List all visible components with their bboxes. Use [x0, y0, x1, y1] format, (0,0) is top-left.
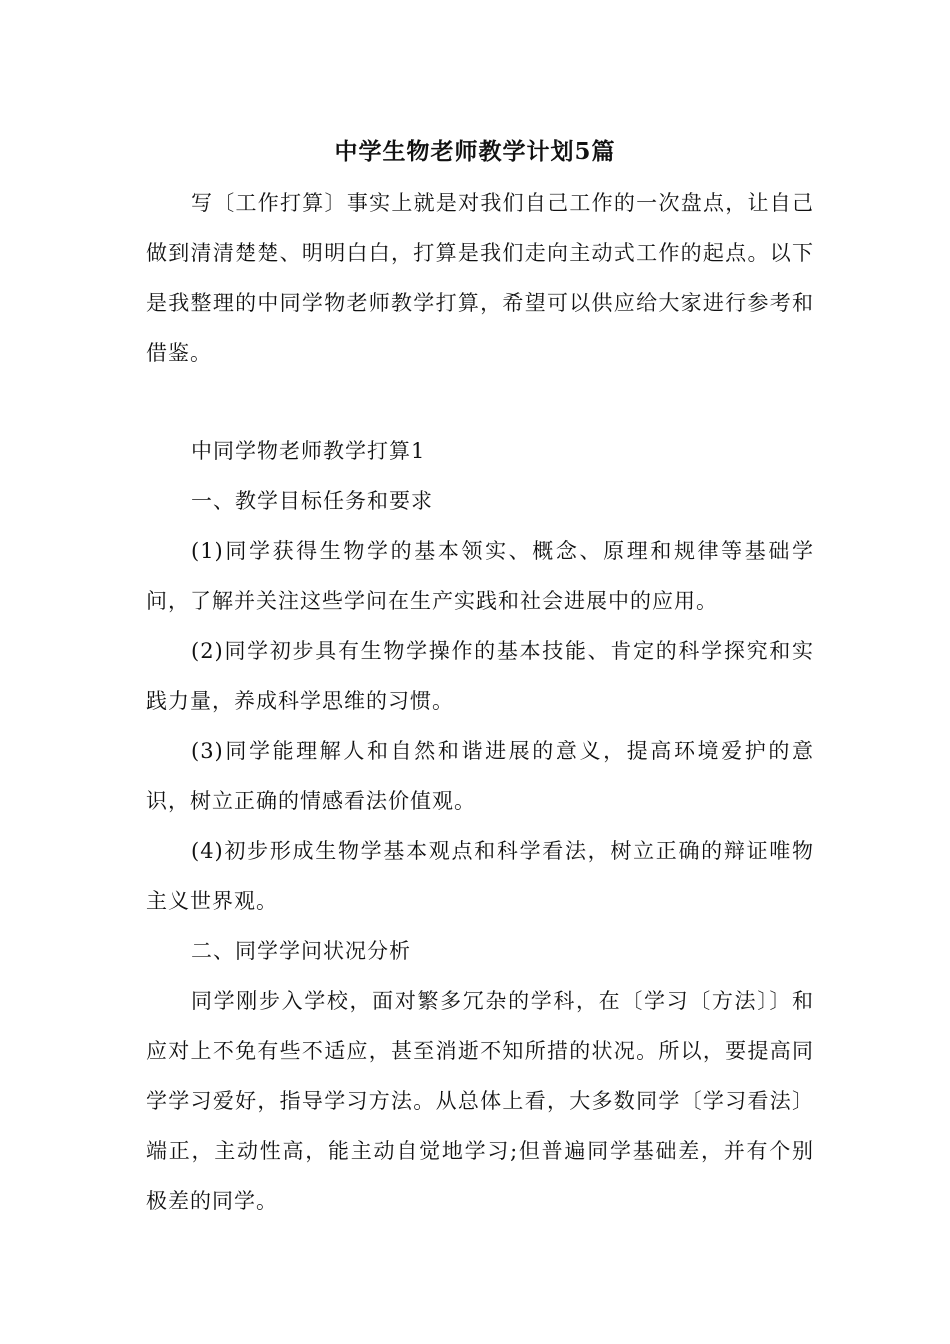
- page-title: 中学生物老师教学计划5篇: [334, 138, 616, 165]
- analysis-paragraph: 同学刚步入学校，面对繁多冗杂的学科，在〔学习〔方法〕〕和应对上不免有些不适应，甚至消逝不知所措的状况。所以，要提高同学学习爱好，指导学习方法。从总体上看，大多数同学〔学习看法〕端正，主动性高，能主动自觉地学习;但普遍同学基础差，并有个别极差的同学。: [146, 989, 814, 1213]
- section-heading: 中同学物老师教学打算1: [191, 439, 426, 463]
- objective-item: (2)同学初步具有生物学操作的基本技能、肯定的科学探究和实践力量，养成科学思维的习惯。: [146, 639, 814, 713]
- objective-item: (1)同学获得生物学的基本领实、概念、原理和规律等基础学问，了解并关注这些学问在生产实践和社会进展中的应用。: [146, 539, 814, 613]
- plan-section: [146, 426, 814, 1226]
- intro-paragraph: 写〔工作打算〕事实上就是对我们自己工作的一次盘点，让自己做到清清楚楚、明明白白，打算是我们走向主动式工作的起点。以下是我整理的中同学物老师教学打算，希望可以供应给大家进行参考和借鉴。: [146, 191, 814, 365]
- objective-item: (4)初步形成生物学基本观点和科学看法，树立正确的辩证唯物主义世界观。: [146, 839, 814, 913]
- objective-item: (3)同学能理解人和自然和谐进展的意义，提高环境爱护的意识，树立正确的情感看法价值观。: [146, 739, 814, 813]
- subsection-heading: 一、教学目标任务和要求: [191, 489, 433, 513]
- subsection-heading: 二、同学学问状况分析: [191, 939, 411, 963]
- intro-section: [146, 178, 814, 378]
